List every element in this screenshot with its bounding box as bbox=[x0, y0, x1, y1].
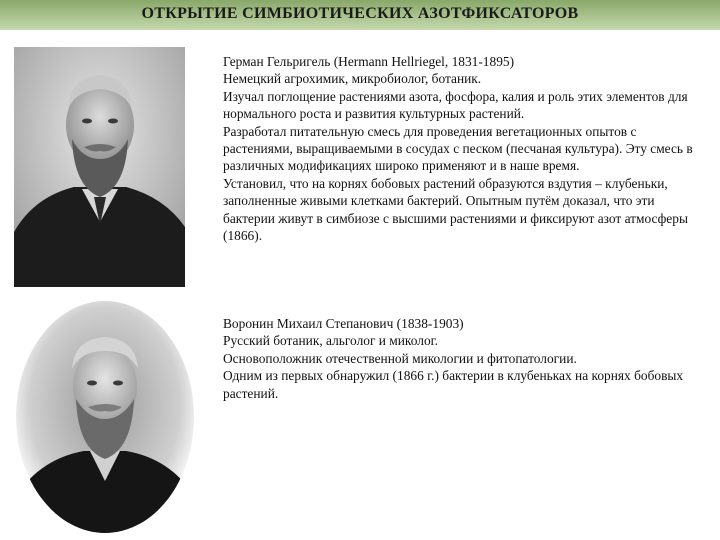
voronin-bio bbox=[223, 315, 708, 402]
bio-line: Герман Гельригель (Hermann Hellriegel, 1831-1895) bbox=[223, 54, 515, 69]
hellriegel-portrait-photo-icon bbox=[14, 47, 185, 287]
hellriegel-portrait bbox=[14, 47, 185, 287]
bio-line: Воронин Михаил Степанович (1838-1903) bbox=[223, 316, 464, 331]
bio-line: Установил, что на корнях бобовых растений образуются вздутия – клубеньки, заполненные живыми клетками бактерий. Опытным путём доказал, что эти бактерии живут в симбиозе с высшими растениями и фиксируют азот атмосферы (1866). bbox=[223, 175, 688, 244]
bio-line: Разработал питательную смесь для проведения вегетационных опытов с растениями, выращиваемыми в сосудах с песком (песчаная культура). Эту смесь в различных модификациях широко применяют и в наше время. bbox=[223, 123, 693, 174]
bio-line: Немецкий агрохимик, микробиолог, ботаник. bbox=[223, 71, 482, 87]
page-title: ОТКРЫТИЕ СИМБИОТИЧЕСКИХ АЗОТФИКСАТОРОВ bbox=[141, 5, 579, 22]
voronin-portrait-photo-icon bbox=[14, 299, 196, 535]
bio-line: Русский ботаник, альголог и миколог. bbox=[223, 333, 438, 349]
bio-line: Основоположник отечественной микологии и фитопатологии. bbox=[223, 350, 577, 366]
voronin-portrait bbox=[14, 299, 196, 535]
bio-line: Изучал поглощение растениями азота, фосфора, калия и роль этих элементов для нормального роста и развития культурных растений. bbox=[223, 88, 688, 122]
hellriegel-bio bbox=[223, 53, 708, 244]
bio-line: Одним из первых обнаружил (1866 г.) бактерии в клубеньках на корнях бобовых растений. bbox=[223, 368, 684, 401]
